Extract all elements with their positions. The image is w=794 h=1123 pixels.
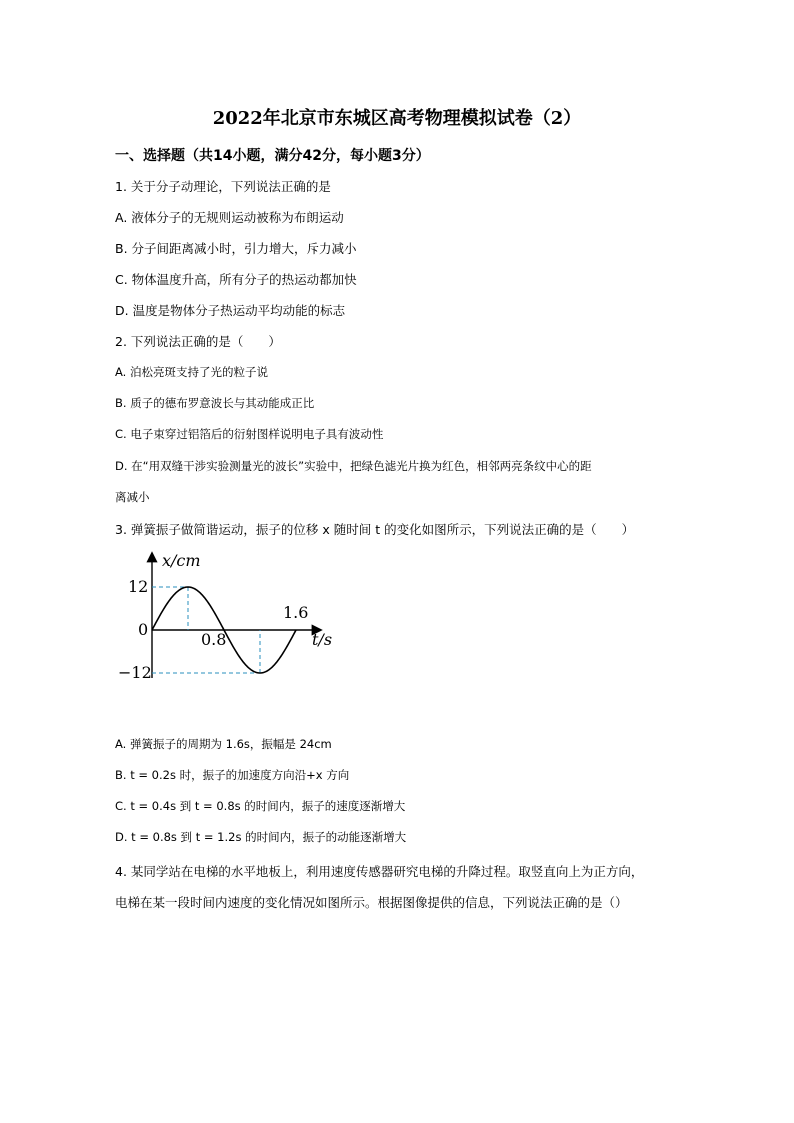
x-axis-label: t/s bbox=[312, 630, 333, 649]
q3-stem: 3. 弹簧振子做简谐运动，振子的位移 x 随时间 t 的变化如图所示，下列说法正确的是（ ） bbox=[115, 522, 635, 537]
q3-option-d: D. t = 0.8s 到 t = 1.2s 的时间内，振子的动能逐渐增大 bbox=[115, 830, 407, 844]
y-axis-label: x/cm bbox=[162, 551, 201, 570]
y-tick-zero: 0 bbox=[138, 620, 149, 639]
q3-option-a: A. 弹簧振子的周期为 1.6s，振幅是 24cm bbox=[115, 737, 332, 751]
x-tick-1-6: 1.6 bbox=[283, 603, 309, 622]
y-tick-bottom: −12 bbox=[118, 663, 152, 682]
y-tick-top: 12 bbox=[128, 577, 149, 596]
q2-stem: 2. 下列说法正确的是（ ） bbox=[115, 334, 281, 349]
q1-option-c: C. 物体温度升高，所有分子的热运动都加快 bbox=[115, 272, 357, 287]
section-heading: 一、选择题（共14小题，满分42分，每小题3分） bbox=[115, 148, 430, 164]
q4-line2: 电梯在某一段时间内速度的变化情况如图所示。根据图像提供的信息，下列说法正确的是（） bbox=[115, 895, 628, 910]
q1-option-b: B. 分子间距离减小时，引力增大，斥力减小 bbox=[115, 241, 357, 256]
q2-option-b: B. 质子的德布罗意波长与其动能成正比 bbox=[115, 396, 315, 410]
q1-option-d: D. 温度是物体分子热运动平均动能的标志 bbox=[115, 303, 346, 318]
q2-option-d-line1: D. 在“用双缝干涉实验测量光的波长”实验中，把绿色滤光片换为红色，相邻两亮条纹中心的距 bbox=[115, 459, 592, 473]
q4-line1: 4. 某同学站在电梯的水平地板上，利用速度传感器研究电梯的升降过程。取竖直向上为正方向， bbox=[115, 864, 644, 879]
q3-option-b: B. t = 0.2s 时，振子的加速度方向沿+x 方向 bbox=[115, 768, 350, 782]
q2-option-d-line2: 离减小 bbox=[115, 490, 150, 504]
chart-svg bbox=[110, 548, 350, 688]
q3-option-c: C. t = 0.4s 到 t = 0.8s 的时间内，振子的速度逐渐增大 bbox=[115, 799, 406, 813]
q1-option-a: A. 液体分子的无规则运动被称为布朗运动 bbox=[115, 210, 344, 225]
q2-option-a: A. 泊松亮斑支持了光的粒子说 bbox=[115, 365, 268, 379]
q3-displacement-chart bbox=[110, 548, 350, 692]
page-title: 2022年北京市东城区高考物理模拟试卷（2） bbox=[212, 108, 582, 129]
q2-option-c: C. 电子束穿过铝箔后的衍射图样说明电子具有波动性 bbox=[115, 427, 384, 441]
q1-stem: 1. 关于分子动理论，下列说法正确的是 bbox=[115, 179, 331, 194]
x-tick-0-8: 0.8 bbox=[201, 630, 227, 649]
